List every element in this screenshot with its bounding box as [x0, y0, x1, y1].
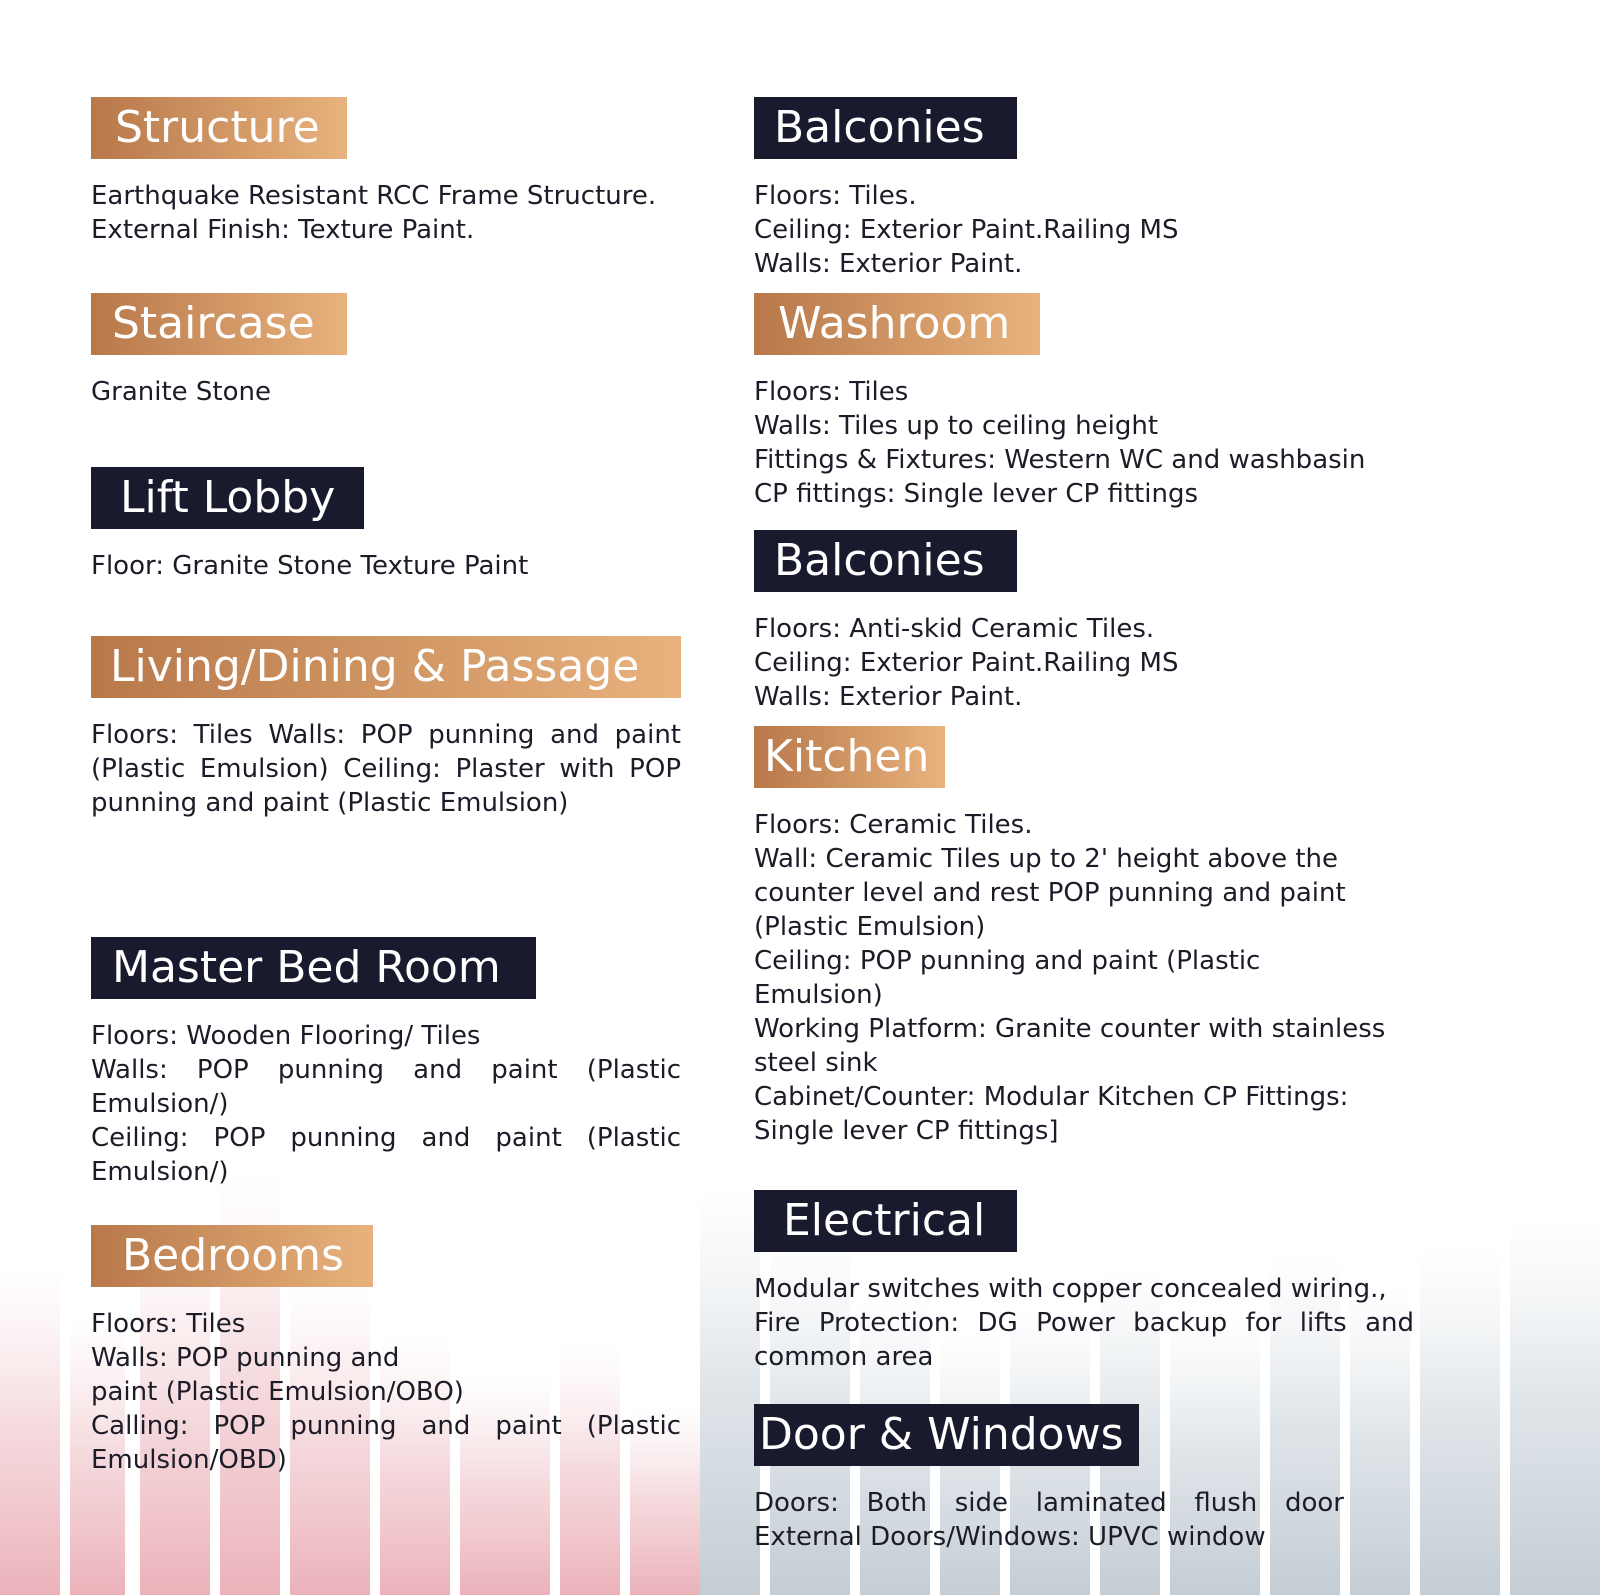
section-line: Fittings & Fixtures: Western WC and washbasin [754, 445, 1366, 475]
section-title: Living/Dining & Passage [91, 636, 681, 698]
section-line: Granite Stone [91, 377, 272, 407]
section-title: Door & Windows [754, 1404, 1139, 1466]
section-line: paint (Plastic Emulsion/OBO) [91, 1377, 464, 1407]
section-title: Structure [91, 97, 347, 159]
section-line: Emulsion) [754, 980, 883, 1010]
section-line: Floors: Tiles Walls: POP punning and paint [91, 720, 681, 750]
section-electrical [754, 1190, 1414, 1374]
section-line: Ceiling: POP punning and paint (Plastic [754, 946, 1261, 976]
section-line: External Finish: Texture Paint. [91, 215, 475, 245]
section-living-dining-passage [91, 636, 681, 820]
section-title: Electrical [754, 1190, 1017, 1252]
section-structure [91, 97, 681, 247]
section-line: Ceiling: Exterior Paint.Railing MS [754, 215, 1179, 245]
section-line: Cabinet/Counter: Modular Kitchen CP Fittings: [754, 1082, 1349, 1112]
section-title: Balconies [754, 530, 1017, 592]
section-line: (Plastic Emulsion) Ceiling: Plaster with POP [91, 754, 681, 784]
section-master-bed-room [91, 937, 681, 1189]
section-line: Floors: Wooden Flooring/ Tiles [91, 1021, 481, 1051]
section-line: Walls: POP punning and [91, 1343, 400, 1373]
section-title: Lift Lobby [91, 467, 364, 529]
section-line: Wall: Ceramic Tiles up to 2' height above the [754, 844, 1339, 874]
section-line: punning and paint (Plastic Emulsion) [91, 788, 569, 818]
section-line: counter level and rest POP punning and paint [754, 878, 1346, 908]
section-staircase [91, 293, 681, 409]
section-line: Working Platform: Granite counter with stainless [754, 1014, 1386, 1044]
section-line: Emulsion/) [91, 1157, 229, 1187]
section-line: Floors: Tiles [754, 377, 909, 407]
section-line: Walls: Tiles up to ceiling height [754, 411, 1159, 441]
section-line: Emulsion/OBD) [91, 1445, 287, 1475]
section-line: Walls: POP punning and paint (Plastic [91, 1055, 681, 1085]
section-door-windows [754, 1404, 1414, 1554]
section-title: Kitchen [754, 726, 945, 788]
section-washroom [754, 293, 1414, 511]
section-line: Walls: Exterior Paint. [754, 249, 1023, 279]
section-line: steel sink [754, 1048, 878, 1078]
section-title: Bedrooms [91, 1225, 373, 1287]
section-line: common area [754, 1342, 934, 1372]
section-line: Earthquake Resistant RCC Frame Structure. [91, 181, 657, 211]
section-kitchen [754, 726, 1414, 1148]
section-line: Floor: Granite Stone Texture Paint [91, 551, 529, 581]
section-line: Floors: Tiles [91, 1309, 246, 1339]
section-line: Modular switches with copper concealed wiring., [754, 1274, 1387, 1304]
section-line: Floors: Anti-skid Ceramic Tiles. [754, 614, 1155, 644]
section-title: Washroom [754, 293, 1040, 355]
section-line: Fire Protection: DG Power backup for lifts and [754, 1308, 1414, 1338]
section-line: Calling: POP punning and paint (Plastic [91, 1411, 681, 1441]
section-title: Master Bed Room [91, 937, 536, 999]
section-line: External Doors/Windows: UPVC window [754, 1522, 1266, 1552]
section-line: Ceiling: POP punning and paint (Plastic [91, 1123, 681, 1153]
section-balconies-2 [754, 530, 1414, 714]
section-line: Floors: Tiles. [754, 181, 917, 211]
section-line: (Plastic Emulsion) [754, 912, 986, 942]
section-lift-lobby [91, 467, 681, 583]
section-balconies [754, 97, 1414, 281]
section-line: CP fittings: Single lever CP fittings [754, 479, 1199, 509]
section-line: Doors: Both side laminated flush door [754, 1488, 1344, 1518]
section-bedrooms [91, 1225, 681, 1477]
section-title: Staircase [91, 293, 347, 355]
section-line: Emulsion/) [91, 1089, 229, 1119]
section-line: Single lever CP fittings] [754, 1116, 1059, 1146]
section-line: Ceiling: Exterior Paint.Railing MS [754, 648, 1179, 678]
section-line: Floors: Ceramic Tiles. [754, 810, 1033, 840]
section-title: Balconies [754, 97, 1017, 159]
section-line: Walls: Exterior Paint. [754, 682, 1023, 712]
